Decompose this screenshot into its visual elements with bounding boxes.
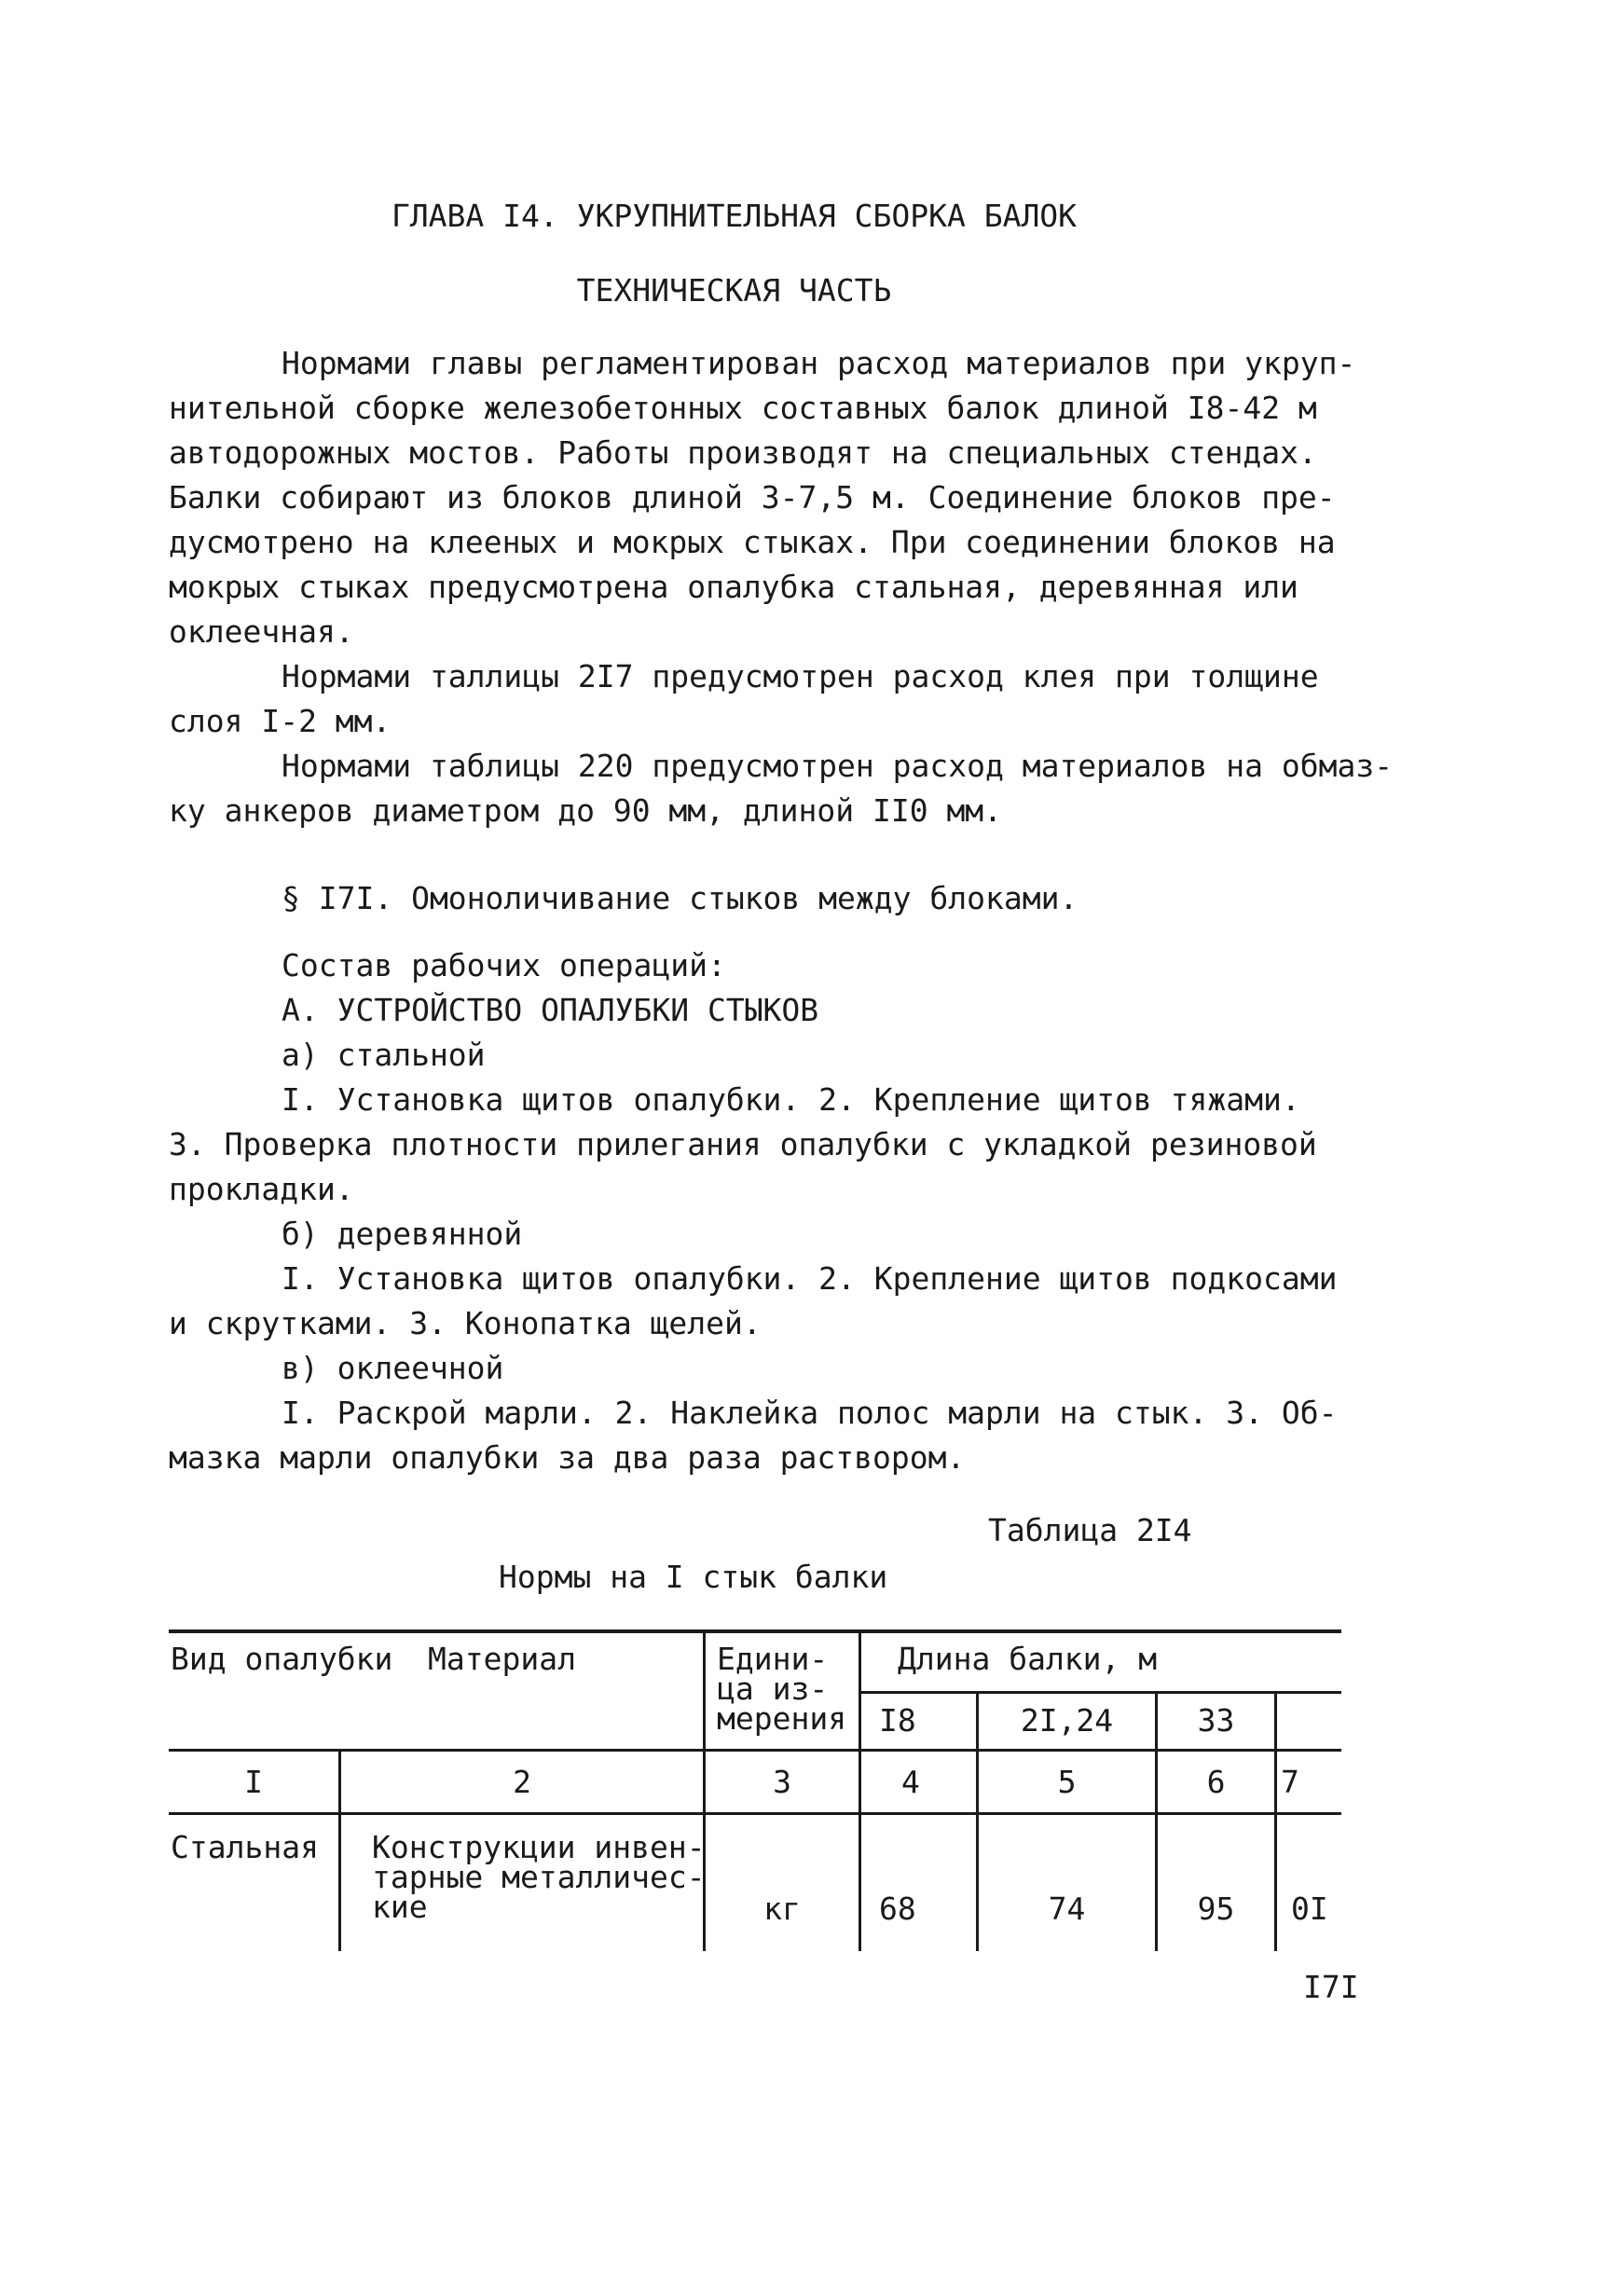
operations-line: и скрутками. 3. Конопатка щелей. [169, 1305, 762, 1341]
operations-line: Состав рабочих операций: [282, 947, 726, 983]
operations-line: I. Раскрой марли. 2. Наклейка полос марли на стык. 3. Об- [282, 1395, 1338, 1431]
header-unit-line: мерения [717, 1700, 847, 1737]
operations-line: б) деревянной [282, 1216, 523, 1252]
table-numbers-bottom-rule [169, 1812, 1341, 1815]
table-col-divider [859, 1629, 861, 1951]
row-unit: кг [763, 1890, 801, 1927]
table-top-rule [169, 1629, 1341, 1633]
row-value: 68 [879, 1890, 916, 1927]
operations-line: мазка марли опалубки за два раза раствором. [169, 1439, 966, 1476]
header-formwork-type: Вид опалубки [171, 1641, 393, 1677]
header-length-col: I8 [879, 1702, 916, 1739]
intro-line: оклеечная. [169, 613, 354, 650]
operations-line: прокладки. [169, 1171, 354, 1207]
header-beam-length: Длина балки, м [898, 1641, 1158, 1677]
intro-line: мокрых стыках предусмотрена опалубка стальная, деревянная или [169, 569, 1298, 605]
intro-line: Нормами главы регламентирован расход материалов при укруп- [282, 345, 1356, 381]
row-material-line: тарные металличес- [372, 1859, 706, 1895]
norms-table [169, 1629, 1341, 1951]
operations-line: А. УСТРОЙСТВО ОПАЛУБКИ СТЫКОВ [282, 992, 819, 1028]
row-value: 0I [1291, 1890, 1328, 1927]
intro-line: ку анкеров диаметром до 90 мм, длиной II0 мм. [169, 792, 1003, 829]
page-number: I7I [1303, 1969, 1359, 2005]
column-number: 5 [1057, 1764, 1077, 1800]
column-number: 4 [901, 1764, 920, 1800]
operations-line: в) оклеечной [282, 1350, 504, 1386]
intro-line: автодорожных мостов. Работы производят на специальных стендах. [169, 434, 1317, 471]
column-number: 2 [513, 1764, 531, 1800]
operations-line: I. Установка щитов опалубки. 2. Крепление щитов подкосами [282, 1260, 1338, 1297]
column-number: 7 [1281, 1764, 1299, 1800]
intro-line: Нормами таллицы 2I7 предусмотрен расход клея при толщине [282, 658, 1319, 694]
operations-line: I. Установка щитов опалубки. 2. Крепление щитов тяжами. [282, 1081, 1300, 1118]
row-formwork-type: Стальная [171, 1829, 319, 1865]
column-number: I [244, 1764, 263, 1800]
row-value: 74 [1048, 1890, 1086, 1927]
row-material-line: Конструкции инвен- [372, 1829, 706, 1865]
table-col-divider [1274, 1691, 1277, 1951]
column-number: 6 [1206, 1764, 1226, 1800]
table-label: Таблица 2I4 [988, 1512, 1192, 1548]
operations-line: а) стальной [282, 1037, 486, 1073]
header-unit-line: Едини- [717, 1641, 829, 1677]
intro-line: слоя I-2 мм. [169, 703, 392, 739]
row-material-line: кие [372, 1889, 428, 1925]
intro-line: дусмотрено на клееных и мокрых стыках. При соединении блоков на [169, 524, 1336, 560]
header-material: Материал [428, 1641, 576, 1677]
chapter-title: ГЛАВА I4. УКРУПНИТЕЛЬНАЯ СБОРКА БАЛОК [391, 198, 1078, 234]
table-length-subrule [859, 1691, 1341, 1694]
intro-line: Балки собирают из блоков длиной 3-7,5 м. Соединение блоков пре- [169, 479, 1336, 516]
header-length-col: 33 [1197, 1702, 1235, 1739]
row-value: 95 [1197, 1890, 1235, 1927]
header-unit-line: ца из- [717, 1670, 829, 1707]
header-length-col: 2I,24 [1020, 1702, 1114, 1739]
table-caption: Нормы на I стык балки [499, 1559, 888, 1595]
intro-line: нительной сборке железобетонных составных балок длиной I8-42 м [169, 390, 1317, 426]
section-title: ТЕХНИЧЕСКАЯ ЧАСТЬ [576, 272, 892, 309]
operations-line: 3. Проверка плотности прилегания опалубки с укладкой резиновой [169, 1126, 1317, 1162]
intro-line: Нормами таблицы 220 предусмотрен расход материалов на обмаз- [282, 748, 1394, 784]
table-header-bottom-rule [169, 1749, 1341, 1752]
column-number: 3 [773, 1764, 791, 1800]
paragraph-heading: § I7I. Омоноличивание стыков между блоками. [282, 880, 1078, 916]
